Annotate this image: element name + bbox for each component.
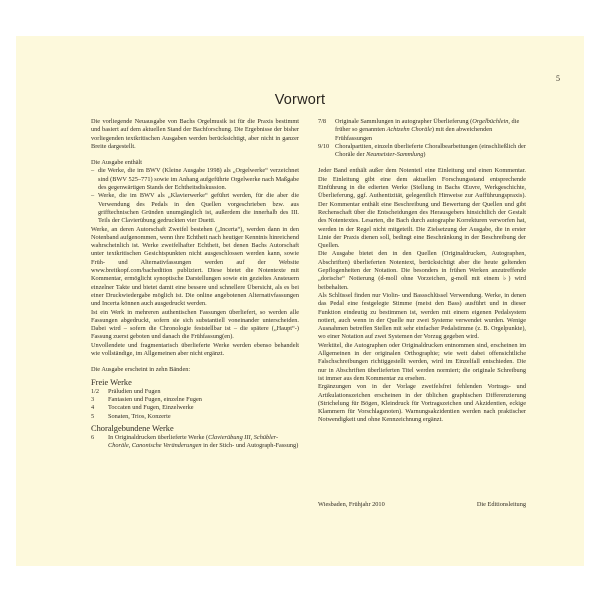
incerta-paragraph: Werke, an deren Autorschaft Zweifel bestehen („Incerta“), werden dann in den Notenband aufgenommen, wenn ihre Echtheit nach heutiger Kenntnis hinreichend wahrscheinlich ist. Werke zweifelhafter Echtheit, bei denen Bachs Autorschaft unter textkritischen Gesichtspunkten nicht ausgeschlossen werden kann, sowie Früh- und Alternativfassungen werden auf der Website www.breitkopf.com/bachedition publiziert. Diese bietet die Notentexte mit Kommentar, ermöglicht synoptische Darstellungen sowie ein gezieltes Ansteuern einzelner Takte und bietet damit eine bessere und schnellere Übersicht, als es bei einer Druckwiedergabe möglich ist. Die online angebotenen Alternativfassungen und Incerta können auch ausgedruckt werden. — [91, 225, 299, 308]
volumes-intro: Die Ausgabe erscheint in zehn Bänden: — [91, 366, 191, 374]
volume-row: 5 Sonaten, Trios, Konzerte — [91, 412, 171, 420]
volume-row: 7/8 Originale Sammlungen in autographer Überlieferung (Orgelbüchlein, die früher so genannten Achtzehn Choräle) mit den abweichenden Frühfassungen — [318, 118, 520, 142]
body-paragraph: Werktitel, die Autographen oder Originaldrucken entnommen sind, erscheinen im Allgemeinen in der originalen Orthographie; wie weit dabei offensichtliche Falschschreibungen richtiggestellt werden, wird im Einzelfall entschieden. Die nur in Abschriften überlieferten Titel werden normiert; die originale Schreibung ist immer aus dem Kommentar zu ersehen. — [318, 341, 526, 382]
page-title: Vorwort — [274, 92, 326, 108]
right-column — [318, 118, 526, 425]
body-paragraph: Die Ausgabe bietet den in den Quellen (Originaldrucken, Autographen, Abschriften) überlieferten Notentext, berücksichtigt aber die heute geltenden Gepflogenheiten der Notation. Die besonders in frühen Werken anzutreffende „dorische“ Notierung (d-moll ohne Vorzeichen, g-moll mit einem ♭) wird beibehalten. — [318, 250, 526, 291]
intro-paragraph: Die vorliegende Neuausgabe von Bachs Orgelmusik ist für die Praxis bestimmt und basiert auf dem aktuellen Stand der Bachforschung. Die Ergebnisse der bisher vorliegenden textkritischen Ausgaben werden berücksichtigt, aber nicht in ganzer Breite dargestellt. — [91, 118, 299, 150]
document-page — [16, 36, 584, 566]
contains-item: – Werke, die im BWV als „Klavierwerke“ geführt werden, für die aber die Verwendung des Pedals in den Quellen vorgeschrieben bzw. aus grifftechnischen Gründen unumgänglich ist, außerdem die innerhalb des III. Teils der Clavierübung gedruckten vier Duetti. — [91, 192, 299, 225]
page-number: 5 — [556, 74, 560, 83]
signature-place-date: Wiesbaden, Frühjahr 2010 — [318, 501, 385, 508]
fragments-paragraph: Unvollendete und fragmentarisch überlieferte Werke werden ebenso behandelt wie vollständige, im Allgemeinen aber nicht ergänzt. — [91, 341, 299, 358]
left-column — [91, 118, 299, 450]
volume-row: 4 Toccaten und Fugen, Einzelwerke — [91, 404, 194, 412]
volume-row: 9/10 Choralpartiten, einzeln überlieferte Choralbearbeitungen (einschließlich der Choräle der Neumeister-Sammlung) — [318, 142, 526, 159]
group-heading: Choralgebundene Werke — [91, 423, 174, 433]
contains-heading: Die Ausgabe enthält — [91, 159, 143, 167]
contains-item: – die Werke, die im BWV (Kleine Ausgabe 1998) als „Orgelwerke“ verzeichnet sind (BWV 525–771) sowie im Anhang aufgeführte Orgelwerke nach Maßgabe des gegenwärtigen Stands der Echtheitsdiskussion. — [91, 167, 299, 192]
group-heading: Freie Werke — [91, 377, 132, 387]
volume-row: 6 In Originaldrucken überlieferte Werke (Clavierübung III, Schübler-Choräle, Canonische Veränderungen in der Stich- und Autograph-Fassung) — [91, 433, 299, 450]
signature-author: Die Editionsleitung — [476, 501, 526, 508]
versions-paragraph: Ist ein Werk in mehreren authentischen Fassungen überliefert, so werden alle Fassungen abgedruckt, sofern sie sich substantiell voneinander unterscheiden. Dabei wird – sofern die Chronologie feststellbar ist – die spätere („Haupt“-) Fassung zuerst geboten und danach die Frühfassung(en). — [91, 308, 299, 341]
body-paragraph: Jeder Band enthält außer dem Notenteil eine Einleitung und einen Kommentar. Die Einleitung gibt eine dem aktuellen Forschungsstand entsprechende Einführung in die edierten Werke (Stellung in Bachs Œuvre, Werkgeschichte, Überlieferung, ggf. Authentizität, gelegentlich Hinweise zur Aufführungspraxis). Der Kommentar enthält eine Beschreibung und Bewertung der Quellen und gibt Rechenschaft über die Entscheidungen des Herausgebers hinsichtlich der Gestalt des Notentextes. Lesarten, die Bach durch autographe Korrekturen verworfen hat, werden in der Regel nicht mitgeteilt. Die Zielsetzung der Ausgabe, die in erster Linie der Praxis dienen soll, bedingt eine Beschränkung in der Beschreibung der Quellen. — [318, 167, 526, 250]
body-paragraph: Als Schlüssel finden nur Violin- und Bassschlüssel Verwendung. Werke, in denen das Pedal eine festgelegte Stimme (meist den Bass) ausführt und in dieser Funktion eindeutig zu bestimmen ist, werden mit einem eigenen Pedalsystem notiert, auch wenn in der Quelle nur zwei Systeme verwendet wurden. Wenige Ausnahmen betreffen Stellen mit sehr einfacher Pedalstimme (z. B. Orgelpunkte), wo einer Notation auf zwei Systemen der Vorzug gegeben wird. — [318, 291, 526, 341]
volume-row: 3 Fantasien und Fugen, einzelne Fugen — [91, 395, 202, 403]
volume-row: 1/2 Präludien und Fugen — [91, 387, 161, 395]
body-paragraph: Ergänzungen von in der Vorlage zweifelsfrei fehlenden Vortrags- und Artikulationszeichen erscheinen in der üblichen graphischen Differenzierung (Strichelung für Bögen, Kleindruck für Vortragszeichen und Akzidentien, eckige Klammern für Vorschlagsnoten). Warnungsakzidentien werden nach praktischer Notwendigkeit und ohne Kennzeichnung ergänzt. — [318, 383, 526, 424]
